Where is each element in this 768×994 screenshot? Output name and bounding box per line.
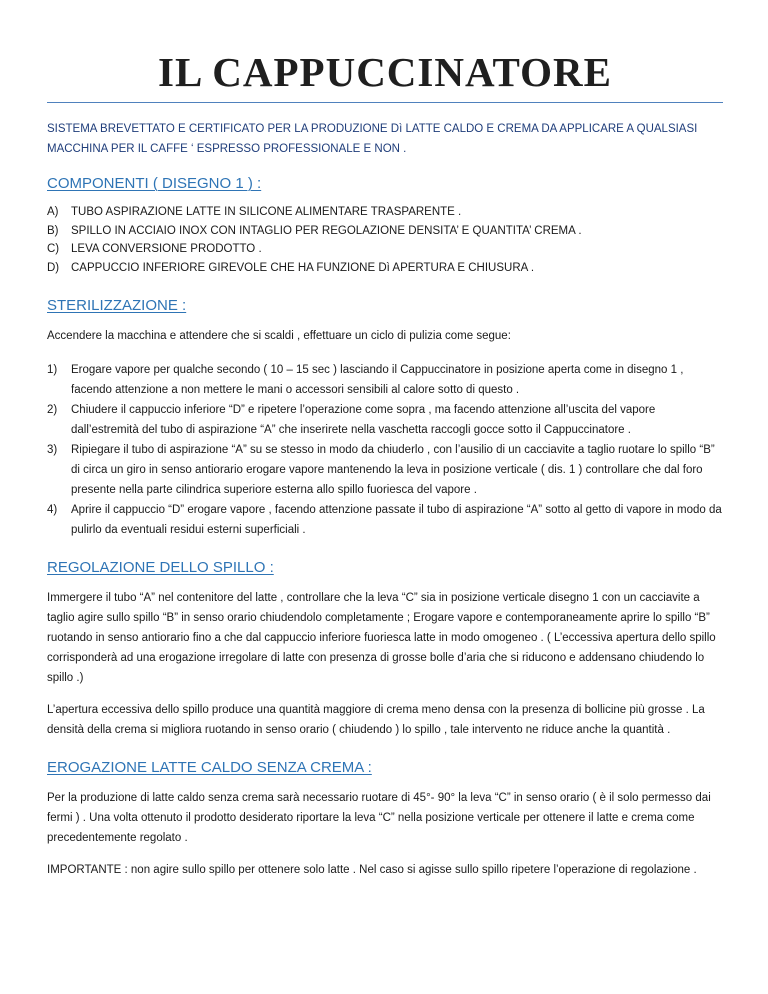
- list-marker: C): [47, 243, 60, 255]
- list-item: [47, 222, 723, 241]
- document-page: [47, 0, 723, 880]
- componenti-list: [47, 203, 723, 277]
- erogazione-paragraph-2: IMPORTANTE : non agire sullo spillo per ottenere solo latte . Nel caso si agisse sullo spillo ripetere l’operazione di regolazione .: [47, 864, 697, 876]
- list-item-text: Aprire il cappuccio “D” erogare vapore , facendo attenzione passate il tubo di aspirazione “A” sotto al getto di vapore in modo da pulirlo da eventuali residui esterni superficiali .: [71, 504, 722, 536]
- list-item: [47, 400, 723, 440]
- list-item: [47, 360, 723, 400]
- list-marker: 2): [47, 404, 58, 416]
- erogazione-heading: EROGAZIONE LATTE CALDO SENZA CREMA :: [47, 759, 372, 776]
- erogazione-paragraph-1: Per la produzione di latte caldo senza crema sarà necessario ruotare di 45°- 90° la leva “C” in senso orario ( è il solo permesso dai fermi ) . Una volta ottenuto il prodotto desiderato riportare la leva “C” nella posizione verticale per ottenere il latte e crema come precedentemente regolato .: [47, 792, 711, 844]
- list-item-text: SPILLO IN ACCIAIO INOX CON INTAGLIO PER REGOLAZIONE DENSITA’ E QUANTITA’ CREMA .: [71, 224, 582, 237]
- sterilizzazione-intro: Accendere la macchina e attendere che si scaldi , effettuare un ciclo di pulizia come segue:: [47, 330, 511, 342]
- regolazione-heading: REGOLAZIONE DELLO SPILLO :: [47, 559, 274, 576]
- list-marker: B): [47, 224, 59, 237]
- list-item-text: TUBO ASPIRAZIONE LATTE IN SILICONE ALIMENTARE TRASPARENTE .: [71, 206, 462, 218]
- list-marker: D): [47, 261, 60, 274]
- list-item: [47, 259, 723, 278]
- list-item: [47, 203, 723, 222]
- list-item-text: Ripiegare il tubo di aspirazione “A” su se stesso in modo da chiuderlo , con l’ausilio di un cacciavite a taglio ruotare lo spillo “B” di circa un giro in senso antiorario erogare vapore mantenendo la leva in posizione verticale ( dis. 1 ) controllare che dal foro presente nella parte cilindrica superiore esterna allo spillo fuoriesca del vapore .: [71, 444, 715, 496]
- intro-text: SISTEMA BREVETTATO E CERTIFICATO PER LA PRODUZIONE Dì LATTE CALDO E CREMA DA APPLICARE A QUALSIASI MACCHINA PER IL CAFFE ‘ ESPRESSO PROFESSIONALE E NON .: [47, 123, 698, 155]
- list-marker: A): [47, 206, 59, 218]
- list-item-text: Chiudere il cappuccio inferiore “D” e ripetere l’operazione come sopra , ma facendo attenzione all’uscita del vapore dall’estremità del tubo di aspirazione “A” che inserirete nella vaschetta raccogli gocce sotto il Cappuccinatore .: [71, 404, 656, 436]
- regolazione-paragraph-1: Immergere il tubo “A” nel contenitore del latte , controllare che la leva “C” sia in posizione verticale disegno 1 con un cacciavite a taglio agire sullo spillo “B” in senso orario chiudendolo completamente ; Erogare vapore e contemporaneamente aprire lo spillo “B” ruotando in senso antiorario fino a che dal cappuccio inferiore fuoriesca latte in modo omogeneo . ( L’eccessiva apertura dello spillo corrisponderà ad una erogazione irregolare di latte con presenza di grosse bolle d’aria che si riducono e addensano chiudendo lo spillo .): [47, 592, 716, 684]
- title-divider: [47, 102, 723, 103]
- list-marker: 1): [47, 364, 58, 376]
- regolazione-paragraph-2: L’apertura eccessiva dello spillo produce una quantità maggiore di crema meno densa con la presenza di bollicine più grosse . La densità della crema si migliora ruotando in senso orario ( chiudendo ) lo spillo , tale intervento ne riduce anche la quantità .: [47, 704, 705, 736]
- componenti-heading: COMPONENTI ( DISEGNO 1 ) :: [47, 175, 262, 192]
- list-item: [47, 440, 723, 500]
- document-title: IL CAPPUCCINATORE: [157, 49, 612, 95]
- list-marker: 3): [47, 444, 58, 456]
- list-marker: 4): [47, 504, 58, 516]
- sterilizzazione-heading: STERILIZZAZIONE :: [47, 297, 187, 314]
- list-item: [47, 240, 723, 259]
- list-item-text: LEVA CONVERSIONE PRODOTTO .: [71, 243, 262, 255]
- list-item-text: CAPPUCCIO INFERIORE GIREVOLE CHE HA FUNZIONE Dì APERTURA E CHIUSURA .: [71, 261, 535, 274]
- list-item-text: Erogare vapore per qualche secondo ( 10 – 15 sec ) lasciando il Cappuccinatore in posizione aperta come in disegno 1 , facendo attenzione a non mettere le mani o accessori sensibili al calore sotto di questo .: [71, 364, 684, 396]
- sterilizzazione-steps: [47, 360, 723, 540]
- list-item: [47, 500, 723, 540]
